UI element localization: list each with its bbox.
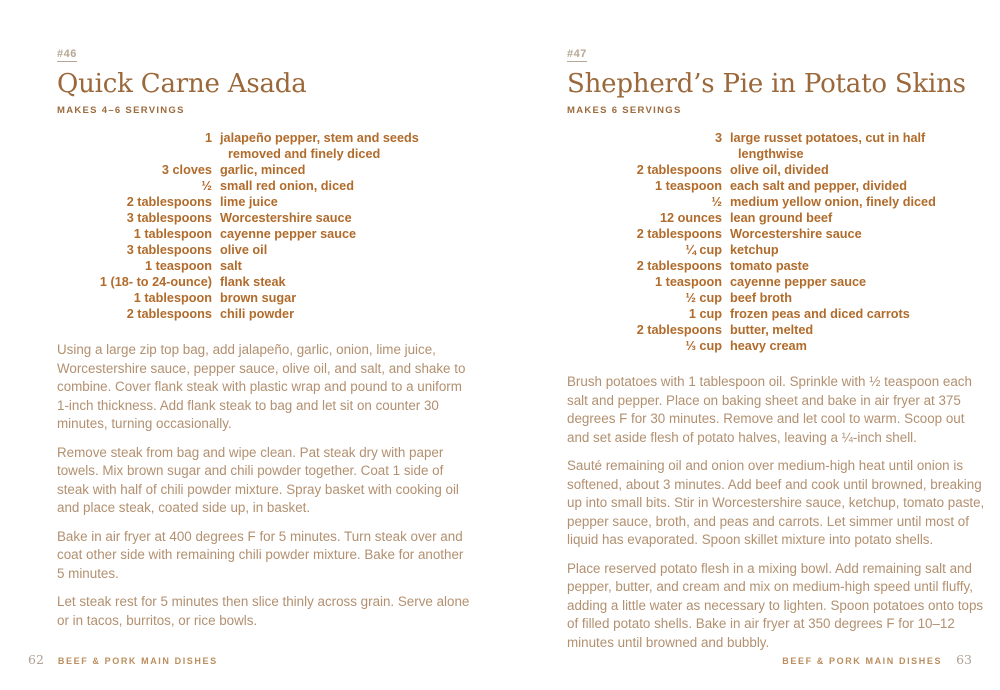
ingredient-row xyxy=(567,258,985,274)
ingredient-row xyxy=(57,162,472,178)
ingredient-quantity: 3 xyxy=(714,131,722,145)
ingredient-name: garlic, minced xyxy=(220,163,306,177)
ingredient-quantity: 1 tablespoon xyxy=(133,227,212,241)
ingredient-row xyxy=(57,258,472,274)
footer-right xyxy=(782,652,972,667)
recipe-page-left xyxy=(57,44,472,630)
ingredient-name: cayenne pepper sauce xyxy=(220,227,357,241)
ingredient-name: salt xyxy=(220,259,242,273)
ingredient-row xyxy=(567,306,985,322)
ingredient-name: Worcestershire sauce xyxy=(730,227,862,241)
ingredient-name: olive oil xyxy=(220,243,268,257)
ingredient-name: lean ground beef xyxy=(730,211,833,225)
ingredient-row xyxy=(57,274,472,290)
instruction-paragraph: Remove steak from bag and wipe clean. Pat steak dry with paper towels. Mix brown sugar and chili powder together. Coat 1 side of steak with half of chili powder mixture. Spray basket with cooking oil and place steak, coated side up, in basket. xyxy=(57,444,459,515)
ingredient-quantity: ⅓ cup xyxy=(685,339,722,353)
ingredient-row xyxy=(567,322,985,338)
instructions xyxy=(57,341,472,630)
ingredient-quantity: 3 tablespoons xyxy=(126,243,212,257)
ingredient-quantity: ¼ cup xyxy=(685,243,722,257)
ingredient-row xyxy=(57,194,472,210)
ingredient-name: tomato paste xyxy=(730,259,809,273)
ingredient-name: ketchup xyxy=(730,243,779,257)
recipe-title: Quick Carne Asada xyxy=(57,69,307,99)
ingredients-list xyxy=(57,130,472,322)
ingredient-quantity: 2 tablespoons xyxy=(126,195,212,209)
ingredient-name: jalapeño pepper, stem and seeds removed and finely diced xyxy=(220,131,419,161)
ingredient-name: medium yellow onion, finely diced xyxy=(730,195,936,209)
instruction-paragraph: Sauté remaining oil and onion over medium-high heat until onion is softened, about 3 minutes. Add beef and cook until browned, breaking up into small bits. Stir in Worcestershire sauce, ketchup, tomato paste, pepper sauce, broth, and peas and carrots. Let simmer until most of liquid has evaporated. Spoon skillet mixture into potato shells. xyxy=(567,458,985,547)
ingredient-quantity: 12 ounces xyxy=(659,211,722,225)
instruction-paragraph: Brush potatoes with 1 tablespoon oil. Sprinkle with ½ teaspoon each salt and pepper. Place on baking sheet and bake in air fryer at 375 degrees F for 30 minutes. Remove and let cool to warm. Scoop out and set aside flesh of potato halves, leaving a ¼-inch shell. xyxy=(567,374,972,445)
ingredient-name: lime juice xyxy=(220,195,278,209)
section-title: BEEF & PORK MAIN DISHES xyxy=(57,656,218,666)
ingredient-name: Worcestershire sauce xyxy=(220,211,352,225)
ingredient-name: heavy cream xyxy=(730,339,807,353)
ingredient-quantity: 1 cup xyxy=(688,307,722,321)
ingredient-quantity: 2 tablespoons xyxy=(126,307,212,321)
ingredient-quantity: 2 tablespoons xyxy=(636,323,722,337)
instruction-paragraph: Bake in air fryer at 400 degrees F for 5 minutes. Turn steak over and coat other side with remaining chili powder mixture. Bake for another 5 minutes. xyxy=(57,528,464,581)
ingredient-quantity: 3 cloves xyxy=(161,163,212,177)
ingredient-row xyxy=(57,226,472,242)
ingredient-row xyxy=(567,290,985,306)
ingredient-quantity: ½ xyxy=(711,195,722,209)
ingredient-quantity: ½ xyxy=(201,179,212,193)
ingredient-quantity: 1 (18- to 24-ounce) xyxy=(99,275,212,289)
ingredient-row xyxy=(567,130,985,162)
ingredient-name: small red onion, diced xyxy=(220,179,354,193)
ingredient-name: beef broth xyxy=(730,291,793,305)
page-number: 63 xyxy=(956,652,972,667)
ingredient-quantity: 1 tablespoon xyxy=(133,291,212,305)
ingredient-row xyxy=(567,162,985,178)
ingredient-row xyxy=(57,210,472,226)
ingredient-name: large russet potatoes, cut in half lengthwise xyxy=(730,131,926,161)
recipe-number-tag: #47 xyxy=(567,48,587,60)
ingredient-row xyxy=(57,178,472,194)
ingredient-row xyxy=(567,226,985,242)
ingredient-row xyxy=(567,210,985,226)
recipe-number-tag: #46 xyxy=(57,48,77,60)
ingredient-quantity: 2 tablespoons xyxy=(636,259,722,273)
ingredient-quantity: 2 tablespoons xyxy=(636,227,722,241)
section-title: BEEF & PORK MAIN DISHES xyxy=(782,656,943,666)
ingredient-name: frozen peas and diced carrots xyxy=(730,307,910,321)
footer-left xyxy=(28,652,218,667)
servings-line: MAKES 4–6 SERVINGS xyxy=(57,105,185,116)
ingredient-quantity: 2 tablespoons xyxy=(636,163,722,177)
recipe-page-right xyxy=(567,44,985,652)
ingredient-name: olive oil, divided xyxy=(730,163,829,177)
ingredient-row xyxy=(57,290,472,306)
ingredient-name: cayenne pepper sauce xyxy=(730,275,867,289)
ingredient-name: flank steak xyxy=(220,275,286,289)
ingredient-row xyxy=(567,242,985,258)
ingredient-quantity: 1 teaspoon xyxy=(655,275,722,289)
recipe-title: Shepherd’s Pie in Potato Skins xyxy=(567,69,966,99)
servings-line: MAKES 6 SERVINGS xyxy=(567,105,682,116)
ingredient-quantity: 1 teaspoon xyxy=(145,259,212,273)
ingredient-name: each salt and pepper, divided xyxy=(730,179,907,193)
instruction-paragraph: Place reserved potato flesh in a mixing bowl. Add remaining salt and pepper, butter, and cream and mix on medium-high speed until fluffy, adding a little water as necessary to lighten. Spoon potatoes onto tops of filled potato shells. Bake in air fryer at 350 degrees F for 10–12 minutes until browned and bubbly. xyxy=(567,560,984,650)
ingredient-quantity: 1 xyxy=(204,131,212,145)
ingredient-name: butter, melted xyxy=(730,323,814,337)
instruction-paragraph: Using a large zip top bag, add jalapeño, garlic, onion, lime juice, Worcestershire sauce, pepper sauce, olive oil, and salt, and shake to combine. Cover flank steak with plastic wrap and pound to a uniform 1-inch thickness. Add flank steak to bag and let sit on counter 30 minutes, turning occasionally. xyxy=(57,342,466,431)
ingredient-row xyxy=(567,194,985,210)
ingredient-row xyxy=(567,178,985,194)
ingredients-list xyxy=(567,130,985,354)
instruction-paragraph: Let steak rest for 5 minutes then slice thinly across grain. Serve alone or in tacos, burritos, or rice bowls. xyxy=(57,594,470,628)
ingredient-row xyxy=(567,274,985,290)
ingredient-row xyxy=(57,130,472,162)
instructions xyxy=(567,373,985,652)
ingredient-name: brown sugar xyxy=(220,291,297,305)
ingredient-name: chili powder xyxy=(220,307,295,321)
page-number: 62 xyxy=(28,652,44,667)
ingredient-quantity: ½ cup xyxy=(685,291,722,305)
ingredient-quantity: 1 teaspoon xyxy=(655,179,722,193)
ingredient-row xyxy=(567,338,985,354)
ingredient-quantity: 3 tablespoons xyxy=(126,211,212,225)
ingredient-row xyxy=(57,306,472,322)
ingredient-row xyxy=(57,242,472,258)
